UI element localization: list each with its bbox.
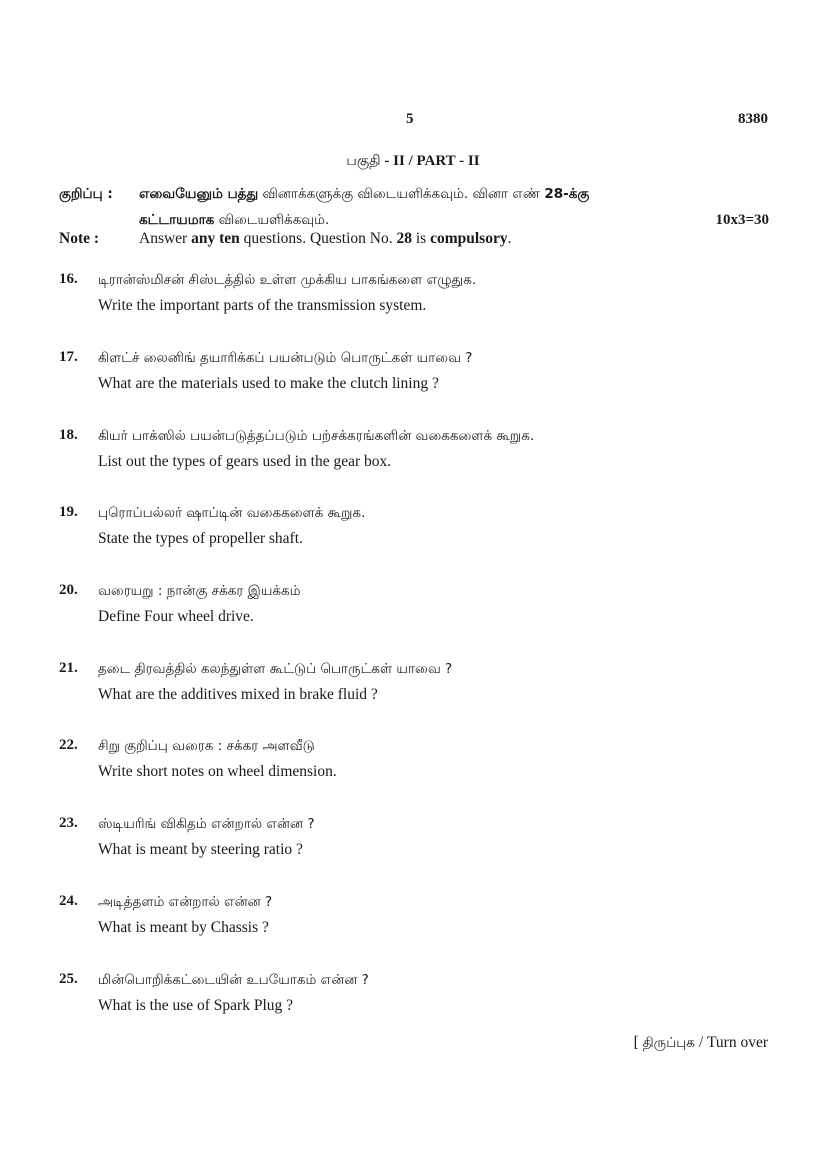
question-english: Write the important parts of the transmission system. <box>98 297 427 314</box>
question-tamil: சிறு குறிப்பு வரைக : சக்கர அளவீடு <box>98 738 315 754</box>
question-number: 18. <box>59 427 78 443</box>
question-tamil: மின்பொறிக்கட்டையின் உபயோகம் என்ன ? <box>98 972 369 988</box>
english-note-label: Note : <box>59 230 100 247</box>
question-number: 17. <box>59 349 78 365</box>
question-number: 25. <box>59 971 78 987</box>
tamil-note-text2: விடையளிக்கவும். <box>214 212 330 228</box>
question-tamil: கியர் பாக்ஸில் பயன்படுத்தப்படும் பற்சக்கரங்களின் வகைகளைக் கூறுக. <box>98 428 535 444</box>
question-number: 24. <box>59 893 78 909</box>
paper-code: 8380 <box>738 111 768 127</box>
tamil-note-label: குறிப்பு : <box>59 186 113 202</box>
question-english: What is meant by Chassis ? <box>98 919 269 936</box>
tamil-note-bold3: கட்டாயமாக <box>139 212 215 228</box>
marks-allocation: 10x3=30 <box>715 212 769 228</box>
tamil-note-line1 <box>59 181 769 207</box>
part-heading <box>0 153 826 171</box>
question-tamil: புரொப்பல்லர் ஷாப்டின் வகைகளைக் கூறுக. <box>98 505 366 521</box>
question-english: Write short notes on wheel dimension. <box>98 763 337 780</box>
question-number: 21. <box>59 660 78 676</box>
turn-over-english: / Turn over <box>694 1034 768 1051</box>
tamil-note-bold2: 28-க்கு <box>544 186 590 202</box>
question-tamil: கிளட்ச் லைனிங் தயாரிக்கப் பயன்படும் பொருட்கள் யாவை ? <box>98 350 473 366</box>
question-tamil: டிரான்ஸ்மிசன் சிஸ்டத்தில் உள்ள முக்கிய பாகங்களை எழுதுக. <box>98 272 477 288</box>
page-number: 5 <box>406 111 414 127</box>
question-number: 20. <box>59 582 78 598</box>
question-number: 16. <box>59 271 78 287</box>
question-number: 22. <box>59 737 78 753</box>
english-note-bold2: 28 <box>396 230 412 247</box>
english-note-bold1: any ten <box>191 230 240 247</box>
question-english: What is the use of Spark Plug ? <box>98 997 294 1014</box>
english-note <box>59 230 511 248</box>
tamil-note <box>59 181 769 233</box>
question-number: 19. <box>59 504 78 520</box>
question-tamil: ஸ்டியரிங் விகிதம் என்றால் என்ன ? <box>98 816 315 832</box>
question-number: 23. <box>59 815 78 831</box>
tamil-note-text1: வினாக்களுக்கு விடையளிக்கவும். வினா எண் <box>258 186 545 202</box>
turn-over-tamil: திருப்புக <box>642 1035 695 1051</box>
english-note-text3: is <box>411 230 431 247</box>
english-note-bold3: compulsory <box>430 230 508 247</box>
question-english: State the types of propeller shaft. <box>98 530 303 547</box>
question-english: Define Four wheel drive. <box>98 608 254 625</box>
english-note-text4: . <box>507 230 512 247</box>
question-english: List out the types of gears used in the gear box. <box>98 453 392 470</box>
english-note-text1: Answer <box>139 230 192 247</box>
part-heading-label: - II / PART - II <box>380 153 480 169</box>
question-english: What are the additives mixed in brake fluid ? <box>98 686 378 703</box>
turn-over-note <box>634 1034 768 1053</box>
turn-over-bracket: [ <box>633 1034 643 1051</box>
question-english: What is meant by steering ratio ? <box>98 841 303 858</box>
question-english: What are the materials used to make the clutch lining ? <box>98 375 439 392</box>
question-tamil: தடை திரவத்தில் கலந்துள்ள கூட்டுப் பொருட்கள் யாவை ? <box>98 661 453 677</box>
question-tamil: அடித்தளம் என்றால் என்ன ? <box>98 894 273 910</box>
question-tamil: வரையறு : நான்கு சக்கர இயக்கம் <box>98 583 301 599</box>
part-heading-tamil: பகுதி <box>346 153 381 169</box>
english-note-text2: questions. Question No. <box>239 230 397 247</box>
tamil-note-bold1: எவையேனும் பத்து <box>139 186 259 202</box>
